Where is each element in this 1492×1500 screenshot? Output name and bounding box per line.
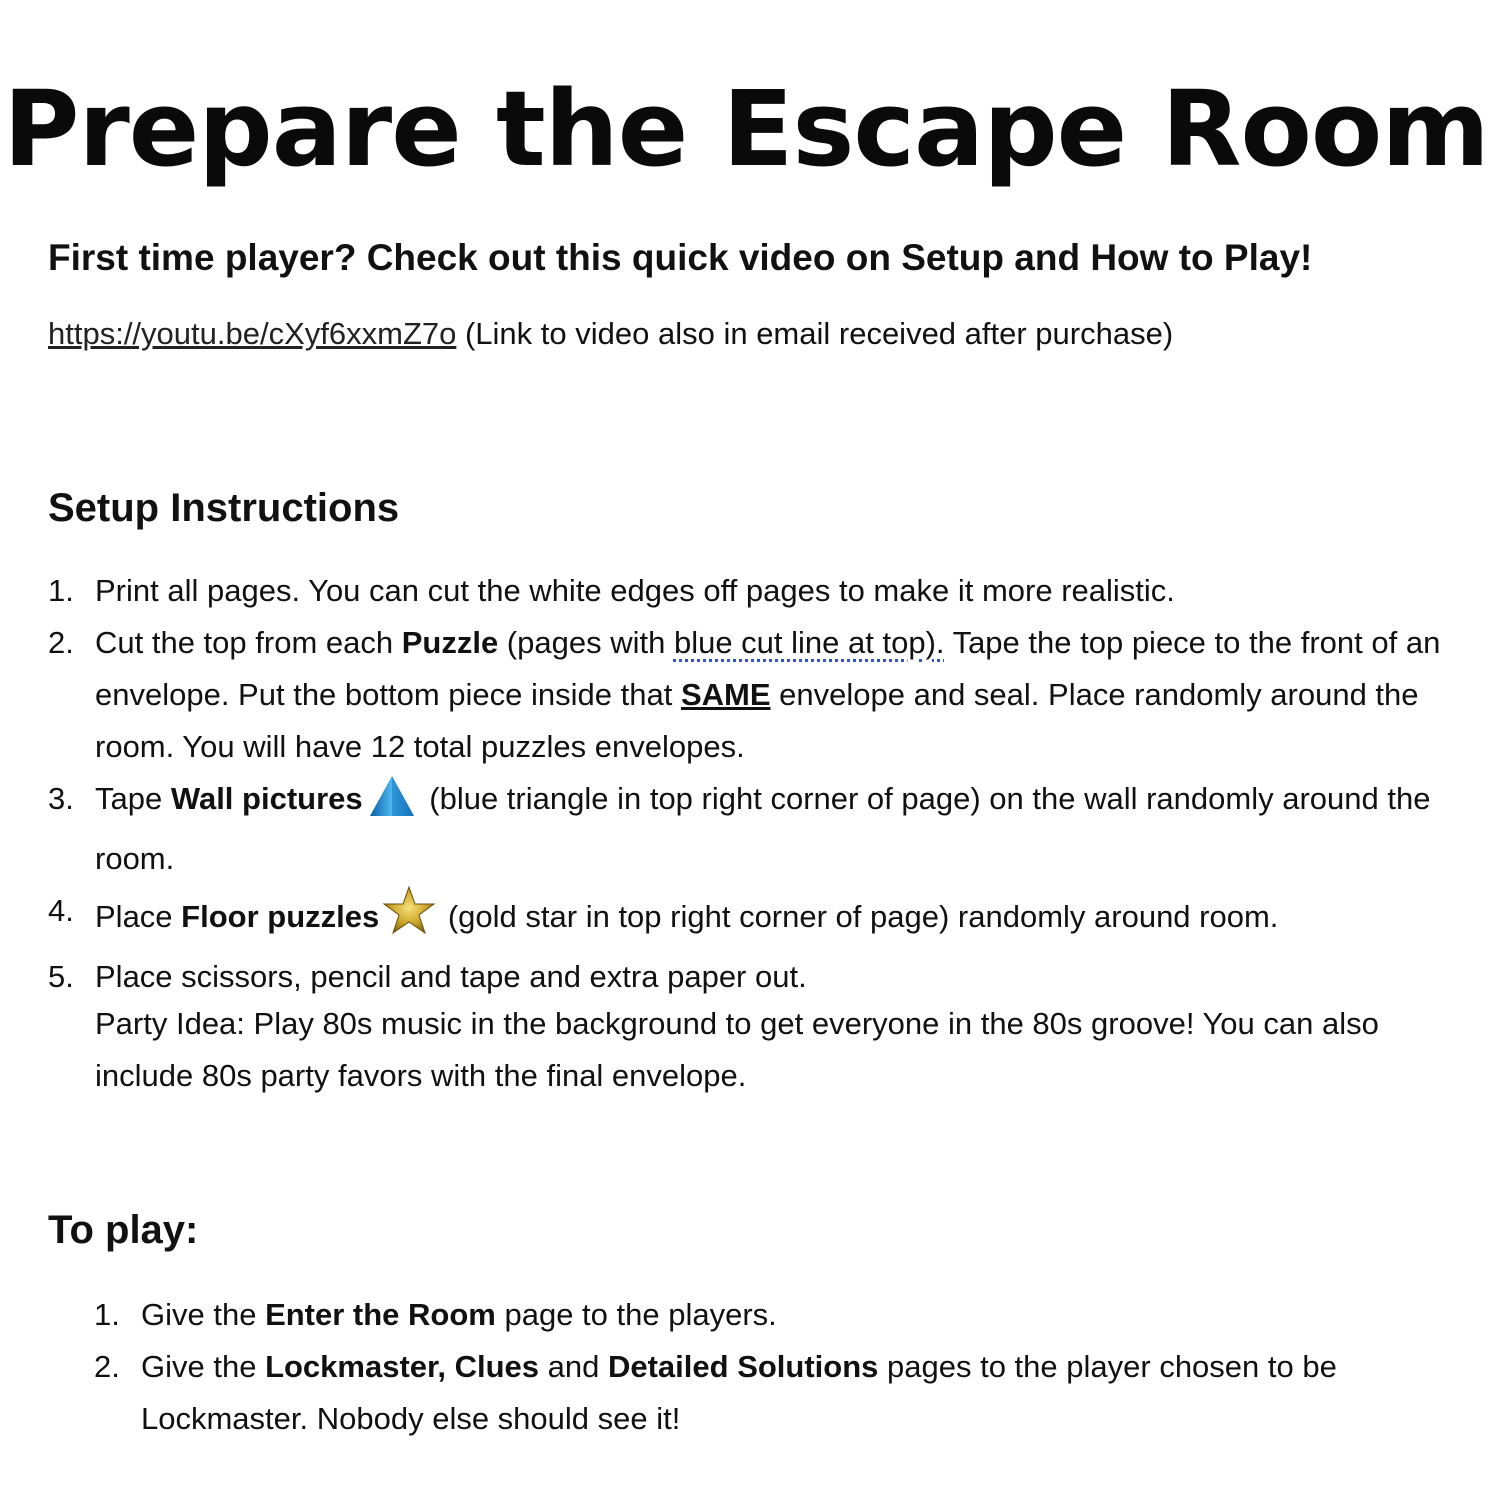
step-text: page to the players. xyxy=(495,1297,777,1332)
detailed-solutions-term: Detailed Solutions xyxy=(607,1349,879,1384)
play-heading: To play: xyxy=(48,1208,199,1252)
video-link-line xyxy=(48,312,1173,356)
step-text: (pages with xyxy=(498,625,674,660)
setup-heading: Setup Instructions xyxy=(48,486,400,530)
list-item xyxy=(48,885,1448,951)
floor-puzzles-term: Floor puzzles xyxy=(181,899,380,934)
list-number: 1. xyxy=(48,573,74,608)
step-text: (blue triangle in top right corner of page) on the wall randomly around the room. xyxy=(95,781,1431,876)
list-item xyxy=(48,951,1448,1003)
list-number: 5. xyxy=(48,959,74,994)
list-item xyxy=(48,773,1448,885)
list-item xyxy=(48,565,1448,617)
step-text: Place scissors, pencil and tape and extra paper out. xyxy=(95,959,807,994)
video-link-note: (Link to video also in email received after purchase) xyxy=(456,316,1174,351)
setup-list xyxy=(48,565,1448,1003)
step-text: Give the xyxy=(141,1349,266,1384)
step-text: Print all pages. You can cut the white edges off pages to make it more realistic. xyxy=(95,573,1175,608)
video-prompt-heading: First time player? Check out this quick video on Setup and How to Play! xyxy=(48,237,1313,278)
step-text: (gold star in top right corner of page) randomly around room. xyxy=(439,899,1279,934)
party-idea: Party Idea: Play 80s music in the background to get everyone in the 80s groove! You can also include 80s party favors with the final envelope. xyxy=(95,1006,1379,1093)
same-emphasis: SAME xyxy=(680,677,771,712)
enter-the-room-term: Enter the Room xyxy=(265,1297,496,1332)
step-text: and xyxy=(539,1349,608,1384)
blue-cut-line-phrase: blue cut line at top). xyxy=(673,625,945,660)
list-number: 2. xyxy=(94,1349,120,1384)
step-text: pages to the player chosen to be Lockmaster. Nobody else should see it! xyxy=(141,1349,1337,1436)
puzzle-term: Puzzle xyxy=(401,625,499,660)
step-text: Tape xyxy=(95,781,171,816)
step-text: Tape the top piece to the front of an envelope. Put the bottom piece inside that xyxy=(95,625,1441,712)
video-link[interactable]: https://youtu.be/cXyf6xxmZ7o xyxy=(48,316,457,351)
list-number: 2. xyxy=(48,625,74,660)
page-title: Prepare the Escape Room xyxy=(3,68,1489,190)
play-list xyxy=(94,1289,1444,1445)
wall-pictures-term: Wall pictures xyxy=(170,781,363,816)
list-number: 4. xyxy=(48,893,74,928)
step-text: Place xyxy=(95,899,182,934)
blue-triangle-icon xyxy=(369,775,415,833)
list-item xyxy=(94,1341,1444,1445)
step-text: Give the xyxy=(141,1297,266,1332)
lockmaster-clues-term: Lockmaster, Clues xyxy=(265,1349,540,1384)
gold-star-icon xyxy=(381,885,437,951)
list-number: 3. xyxy=(48,781,74,816)
list-number: 1. xyxy=(94,1297,120,1332)
list-item xyxy=(94,1289,1444,1341)
step-text: envelope and seal. Place randomly around the room. You will have 12 total puzzles envelopes. xyxy=(95,677,1419,764)
step-text: Cut the top from each xyxy=(95,625,402,660)
list-item xyxy=(48,617,1448,773)
